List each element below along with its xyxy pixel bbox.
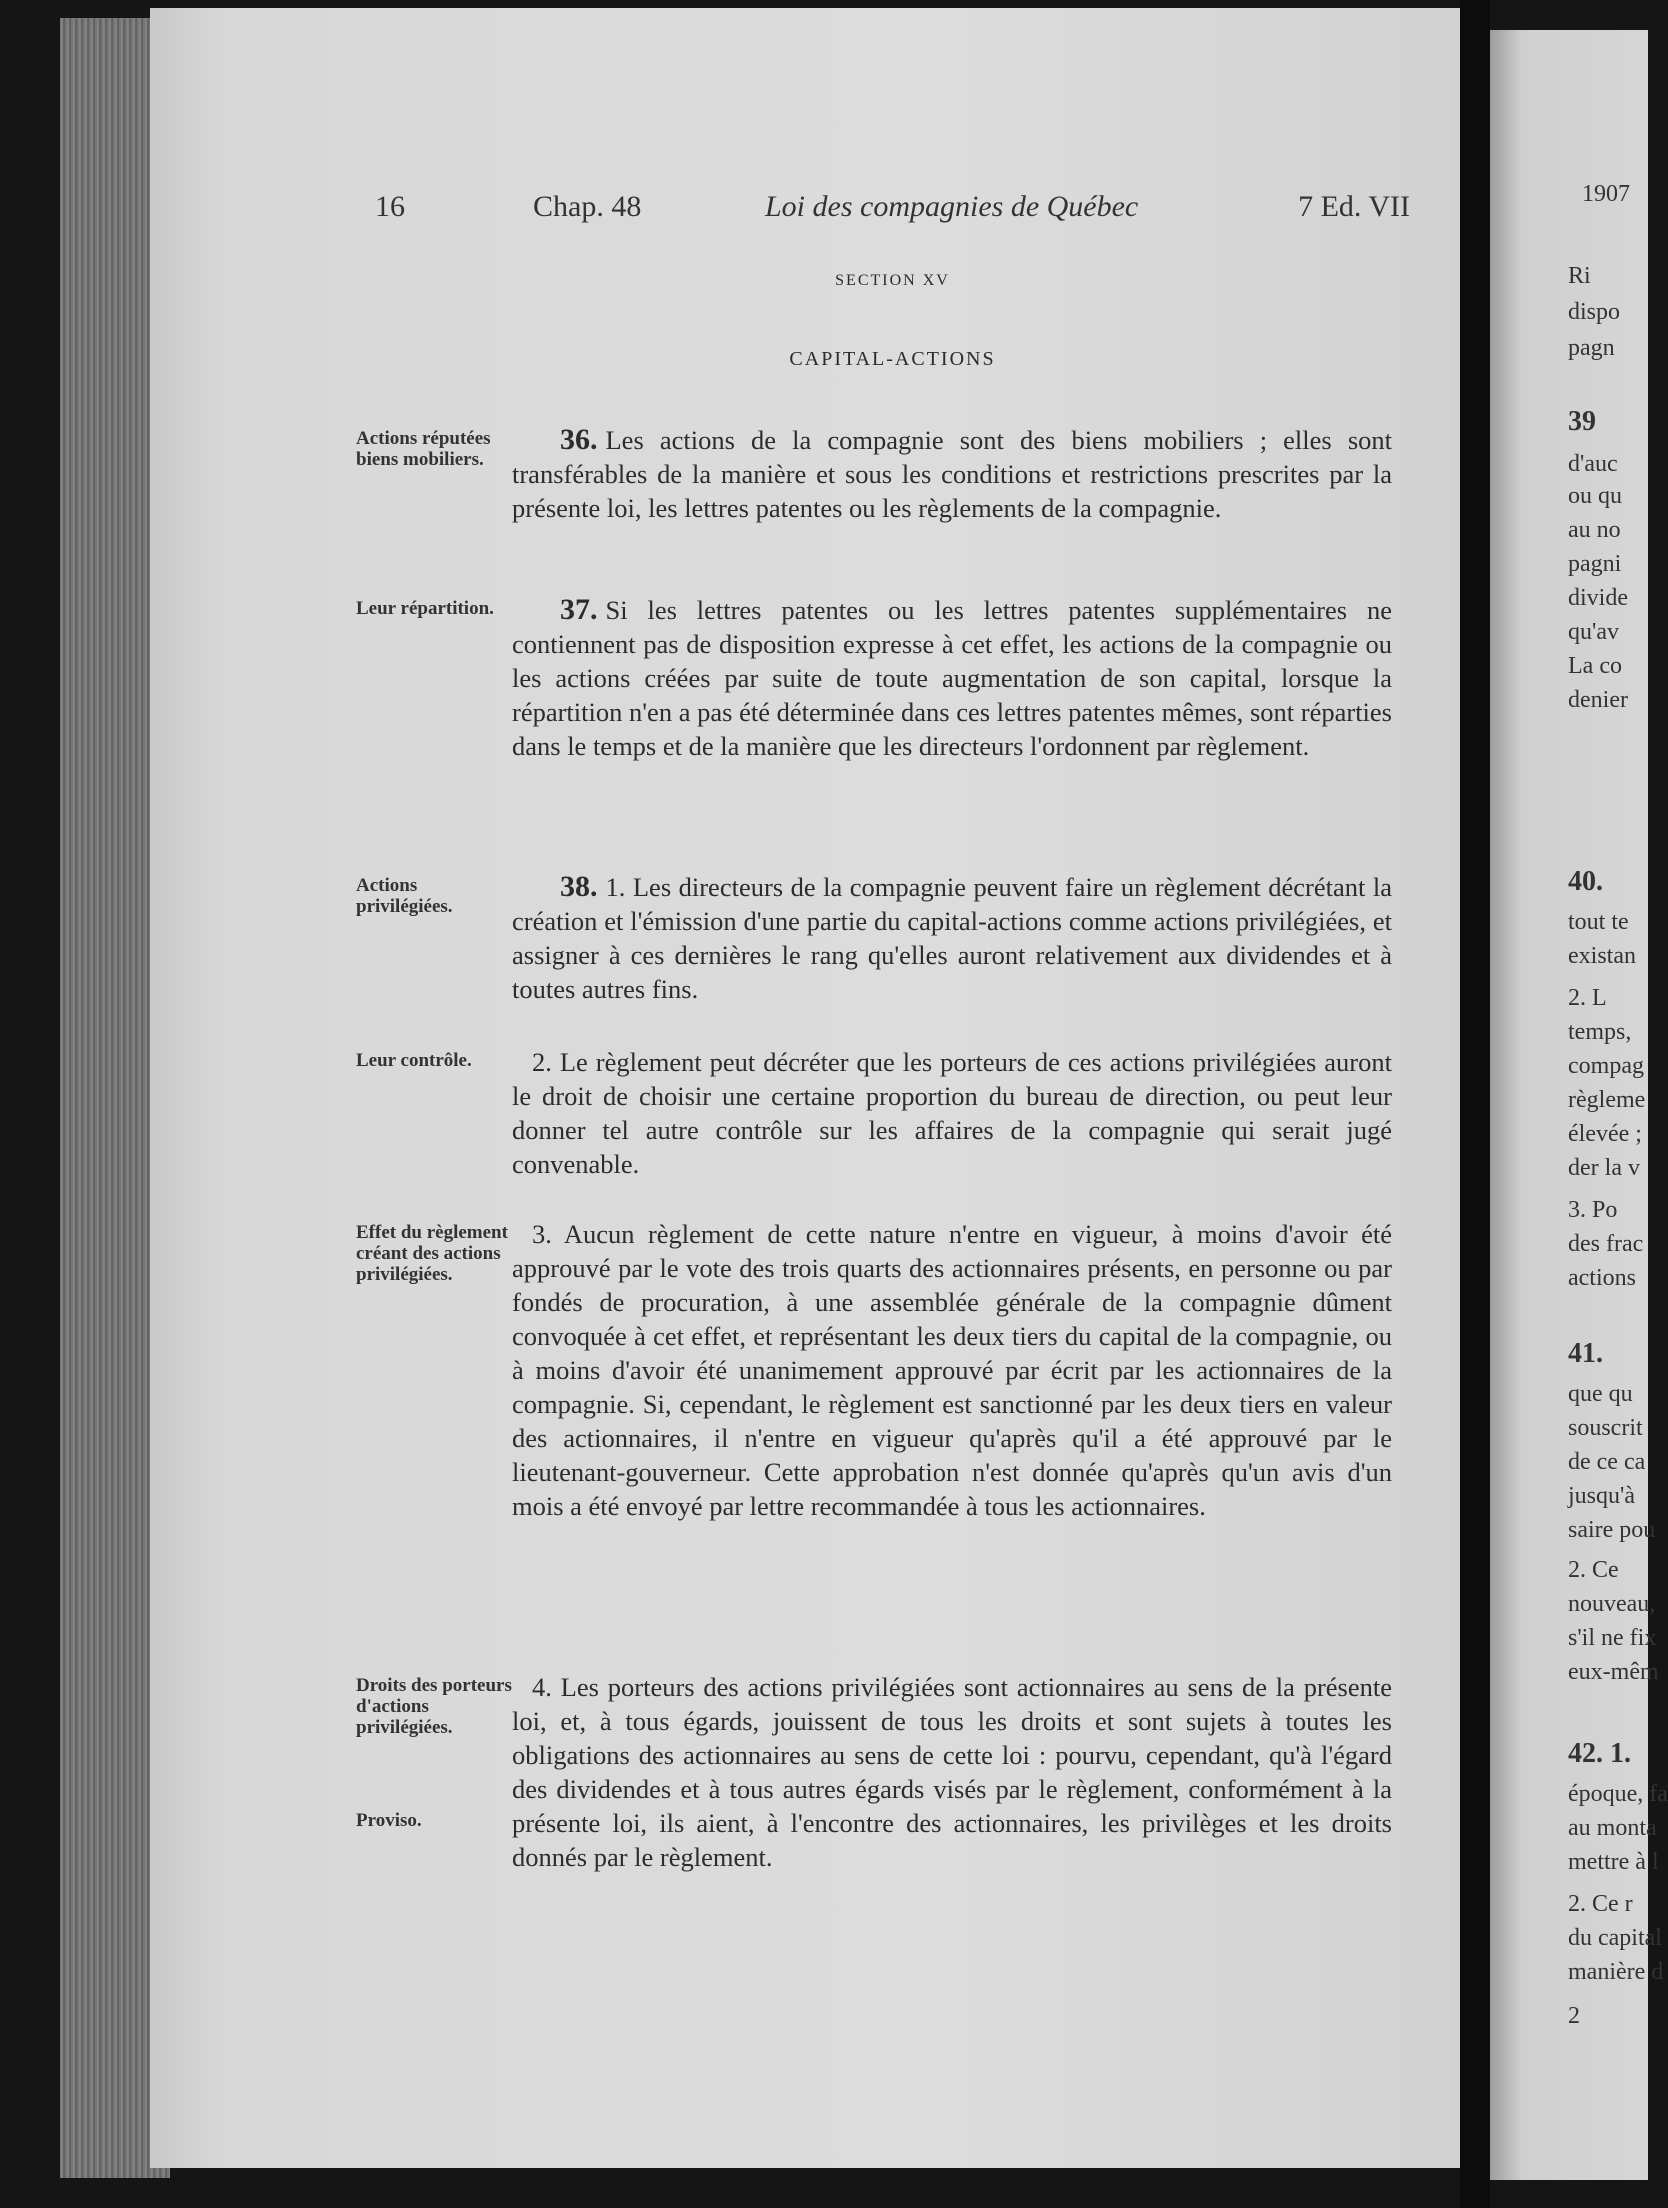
facing-page-line: 42. 1. bbox=[1568, 1738, 1631, 1769]
article-36 bbox=[512, 423, 1392, 525]
running-title: Loi des compagnies de Québec bbox=[765, 190, 1139, 223]
facing-page-line: manière d bbox=[1568, 1959, 1664, 1985]
facing-page-line: souscrit bbox=[1568, 1415, 1643, 1441]
facing-page-line: dispo bbox=[1568, 299, 1621, 325]
margin-note: Leur répartition. bbox=[356, 598, 494, 619]
facing-page-line: ou qu bbox=[1568, 483, 1622, 509]
margin-note: Actions privilégiées. bbox=[356, 875, 453, 917]
facing-page-line: 39 bbox=[1568, 406, 1596, 437]
article-38-p3 bbox=[512, 1217, 1392, 1523]
facing-page-line: époque, fa bbox=[1568, 1781, 1668, 1807]
facing-page-line: 2. Ce r bbox=[1568, 1891, 1633, 1917]
article-38-p4 bbox=[512, 1670, 1392, 1874]
article-number: 37. bbox=[560, 593, 598, 626]
article-number: 36. bbox=[560, 423, 598, 456]
facing-page-line: 2. Ce bbox=[1568, 1557, 1619, 1583]
facing-page-line: La co bbox=[1568, 653, 1622, 679]
facing-page-line: jusqu'à bbox=[1568, 1483, 1635, 1509]
facing-page-line: tout te bbox=[1568, 909, 1629, 935]
article-text: 2. Le règlement peut décréter que les porteurs de ces actions privilégiées auront le droit de choisir une certaine proportion du bureau de direction, ou peut leur donner tel autre contrôle sur les affaires de la compagnie qui serait jugé convenable. bbox=[512, 1047, 1392, 1179]
margin-note: Effet du règlement créant des actions privilégiées. bbox=[356, 1222, 508, 1285]
facing-page-line: actions bbox=[1568, 1265, 1636, 1291]
facing-page-line: pagn bbox=[1568, 335, 1615, 361]
facing-page-line: divide bbox=[1568, 585, 1628, 611]
article-number: 38. bbox=[560, 870, 598, 903]
article-38-p2 bbox=[512, 1045, 1392, 1181]
article-text: 3. Aucun règlement de cette nature n'entre en vigueur, à moins d'avoir été approuvé par le vote des trois quarts des actionnaires présents, en personne ou par fondés de procuration, à une assemblée générale de la compagnie dûment convoquée à cet effet, et représentant les deux tiers du capital de la compagnie, ou à moins d'avoir été unanimement approuvé par écrit par les actionnaires de la compagnie. Si, cependant, le règlement est sanctionné par les deux tiers en valeur des actionnaires, il n'entre en vigueur qu'après qu'il a été approuvé par le lieutenant-gouverneur. Cette approbation n'est donnée qu'après qu'un avis d'un mois a été envoyé par lettre recommandée à tous les actionnaires. bbox=[512, 1219, 1392, 1521]
facing-page-line: au no bbox=[1568, 517, 1621, 543]
facing-page-line: saire pou bbox=[1568, 1517, 1656, 1543]
section-label: SECTION XV bbox=[835, 272, 950, 289]
article-38-p1 bbox=[512, 870, 1392, 1006]
facing-page-line: mettre à l bbox=[1568, 1849, 1659, 1875]
facing-page-line: de ce ca bbox=[1568, 1449, 1646, 1475]
facing-page-line: qu'av bbox=[1568, 619, 1619, 645]
article-text: Les actions de la compagnie sont des biens mobiliers ; elles sont transférables de la manière et sous les conditions et restrictions prescrites par la présente loi, les lettres patentes ou les règlements de la compagnie. bbox=[512, 425, 1392, 523]
facing-page-line: du capital bbox=[1568, 1925, 1662, 1951]
facing-page-line: 2. L bbox=[1568, 985, 1607, 1011]
facing-page-line: Ri bbox=[1568, 263, 1591, 289]
chapter-label: Chap. 48 bbox=[533, 190, 642, 223]
article-text: 4. Les porteurs des actions privilégiées sont actionnaires au sens de la présente loi, et, à tous égards, jouissent de tous les droits et sont sujets à toutes les obligations des actionnaires au sens de cette loi : pourvu, cependant, qu'à l'égard des dividendes et à tous autres égards visés par le règlement, conformément à la présente loi, ils aient, à l'encontre des actionnaires, les privilèges et les droits donnés par le règlement. bbox=[512, 1672, 1392, 1872]
facing-page-line: der la v bbox=[1568, 1155, 1640, 1181]
margin-note: Droits des porteurs d'actions privilégiées. bbox=[356, 1675, 512, 1738]
reign-label: 7 Ed. VII bbox=[1298, 190, 1410, 223]
facing-page-line: 1907 bbox=[1582, 181, 1630, 207]
facing-page-line: 3. Po bbox=[1568, 1197, 1618, 1223]
book-gutter bbox=[1460, 0, 1490, 2208]
running-head bbox=[375, 190, 1410, 230]
facing-page-line: denier bbox=[1568, 687, 1628, 713]
facing-page-line: pagni bbox=[1568, 551, 1622, 577]
facing-page-line: des frac bbox=[1568, 1231, 1644, 1257]
section-title: CAPITAL-ACTIONS bbox=[789, 348, 996, 370]
facing-page-line: 41. bbox=[1568, 1338, 1603, 1369]
article-text: 1. Les directeurs de la compagnie peuvent faire un règlement décrétant la création et l'émission d'une partie du capital-actions comme actions privilégiées, et assigner à ces dernières le rang qu'elles auront relativement aux dividendes et à toutes autres fins. bbox=[512, 872, 1392, 1004]
facing-page-line: d'auc bbox=[1568, 451, 1618, 477]
facing-page-line: 2 bbox=[1568, 2003, 1580, 2029]
facing-page-line: eux-mêm bbox=[1568, 1659, 1659, 1685]
facing-page-line: que qu bbox=[1568, 1381, 1633, 1407]
facing-page-line: 40. bbox=[1568, 866, 1603, 897]
margin-note: Proviso. bbox=[356, 1810, 422, 1831]
page-number: 16 bbox=[375, 190, 405, 223]
article-text: Si les lettres patentes ou les lettres patentes supplémentaires ne contiennent pas de disposition expresse à cet effet, les actions de la compagnie ou les actions créées par suite de toute augmentation de son capital, lorsque la répartition n'en a pas été déterminée dans ces lettres patentes mêmes, sont réparties dans le temps et de la manière que les directeurs l'ordonnent par règlement. bbox=[512, 595, 1392, 761]
facing-page-line: compag bbox=[1568, 1053, 1644, 1079]
facing-page bbox=[1490, 30, 1668, 2180]
article-37 bbox=[512, 593, 1392, 763]
facing-page-line: au monta bbox=[1568, 1815, 1657, 1841]
facing-page-line: nouveau, bbox=[1568, 1591, 1656, 1617]
facing-page-line: existan bbox=[1568, 943, 1636, 969]
facing-page-line: s'il ne fix bbox=[1568, 1625, 1657, 1651]
facing-page-line: élevée ; bbox=[1568, 1121, 1642, 1147]
facing-page-line: temps, bbox=[1568, 1019, 1632, 1045]
facing-page-line: règleme bbox=[1568, 1087, 1646, 1113]
margin-note: Actions réputées biens mobiliers. bbox=[356, 428, 491, 470]
margin-note: Leur contrôle. bbox=[356, 1050, 472, 1071]
